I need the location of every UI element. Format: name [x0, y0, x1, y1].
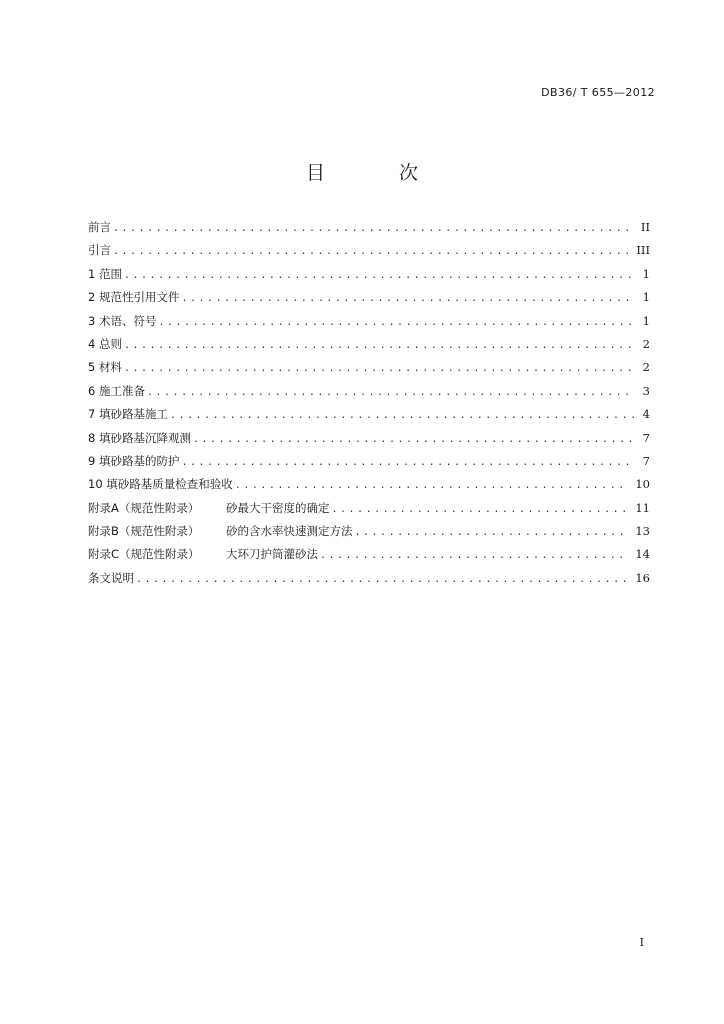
- toc-entry-label: [88, 543, 320, 566]
- toc-entry-annex-label: 附录B（规范性附录）: [88, 524, 200, 539]
- toc-leader-dots: [355, 521, 630, 544]
- toc-entry-label: [88, 497, 332, 520]
- standard-code: DB36/ T 655—2012: [541, 86, 655, 99]
- toc-entry[interactable]: [88, 497, 650, 520]
- toc-entry-label: 引言: [88, 243, 111, 258]
- toc-entry-label: 7 填砂路基施工: [88, 407, 168, 422]
- toc-leader-dots: [181, 451, 634, 474]
- toc-entry-page: 3: [642, 383, 650, 398]
- toc-entry-page: 2: [642, 360, 650, 375]
- toc-leader-dots: [158, 311, 634, 334]
- toc-leader-dots: [235, 474, 630, 497]
- toc-entry-page: 1: [642, 266, 650, 281]
- toc-leader-dots: [332, 498, 630, 521]
- toc-entry-label: 6 施工准备: [88, 383, 145, 398]
- toc-entry[interactable]: [88, 356, 650, 379]
- toc-entry[interactable]: [88, 543, 650, 566]
- toc-leader-dots: [113, 217, 634, 240]
- toc-leader-dots: [113, 240, 630, 263]
- toc-entry-page: 16: [635, 570, 650, 585]
- toc-entry-annex-title: 大环刀护筒灌砂法: [226, 547, 318, 562]
- toc-entry[interactable]: [88, 239, 650, 262]
- toc-entry-page: 1: [642, 290, 650, 305]
- toc-leader-dots: [136, 568, 629, 591]
- page-number: I: [639, 936, 644, 949]
- toc-entry-annex-title: 砂最大干密度的确定: [226, 500, 330, 515]
- page-title: 目 次: [305, 162, 453, 184]
- toc-entry[interactable]: [88, 403, 650, 426]
- toc-entry-label: 2 规范性引用文件: [88, 290, 180, 305]
- toc-entry-label: [88, 520, 355, 543]
- table-of-contents: [88, 216, 650, 590]
- toc-entry[interactable]: [88, 520, 650, 543]
- toc-entry[interactable]: [88, 380, 650, 403]
- toc-entry-label: 1 范围: [88, 266, 122, 281]
- toc-entry-page: 4: [642, 407, 650, 422]
- toc-entry-page: 10: [635, 477, 650, 492]
- toc-entry-page: II: [640, 220, 650, 234]
- toc-entry-label: 4 总则: [88, 336, 122, 351]
- toc-leader-dots: [147, 381, 634, 404]
- toc-entry-annex-title: 砂的含水率快速测定方法: [226, 524, 353, 539]
- toc-entry-page: 13: [635, 524, 650, 539]
- toc-entry-label: 3 术语、符号: [88, 313, 157, 328]
- toc-leader-dots: [181, 287, 634, 310]
- toc-leader-dots: [193, 428, 634, 451]
- toc-entry-page: 11: [635, 500, 650, 515]
- toc-entry[interactable]: [88, 473, 650, 496]
- toc-entry[interactable]: [88, 216, 650, 239]
- toc-leader-dots: [170, 404, 634, 427]
- toc-entry-label: 条文说明: [88, 570, 134, 585]
- toc-entry-label: 9 填砂路基的防护: [88, 453, 180, 468]
- toc-entry[interactable]: [88, 286, 650, 309]
- toc-entry-page: 7: [642, 430, 650, 445]
- toc-entry-label: 5 材料: [88, 360, 122, 375]
- toc-entry[interactable]: [88, 450, 650, 473]
- toc-entry[interactable]: [88, 567, 650, 590]
- toc-entry[interactable]: [88, 263, 650, 286]
- toc-entry-page: 2: [642, 336, 650, 351]
- toc-entry-annex-label: 附录C（规范性附录）: [88, 547, 200, 562]
- toc-entry-label: 10 填砂路基质量检查和验收: [88, 477, 233, 492]
- toc-entry-annex-label: 附录A（规范性附录）: [88, 500, 200, 515]
- toc-entry[interactable]: [88, 333, 650, 356]
- toc-entry[interactable]: [88, 310, 650, 333]
- toc-leader-dots: [320, 544, 629, 567]
- toc-entry-label: 8 填砂路基沉降观测: [88, 430, 191, 445]
- toc-entry-label: 前言: [88, 220, 111, 234]
- toc-leader-dots: [124, 357, 634, 380]
- toc-leader-dots: [124, 334, 634, 357]
- toc-entry[interactable]: [88, 427, 650, 450]
- toc-entry-page: 1: [642, 313, 650, 328]
- toc-entry-page: 14: [635, 547, 650, 562]
- toc-entry-page: 7: [642, 453, 650, 468]
- toc-leader-dots: [124, 264, 634, 287]
- toc-entry-page: III: [636, 243, 650, 258]
